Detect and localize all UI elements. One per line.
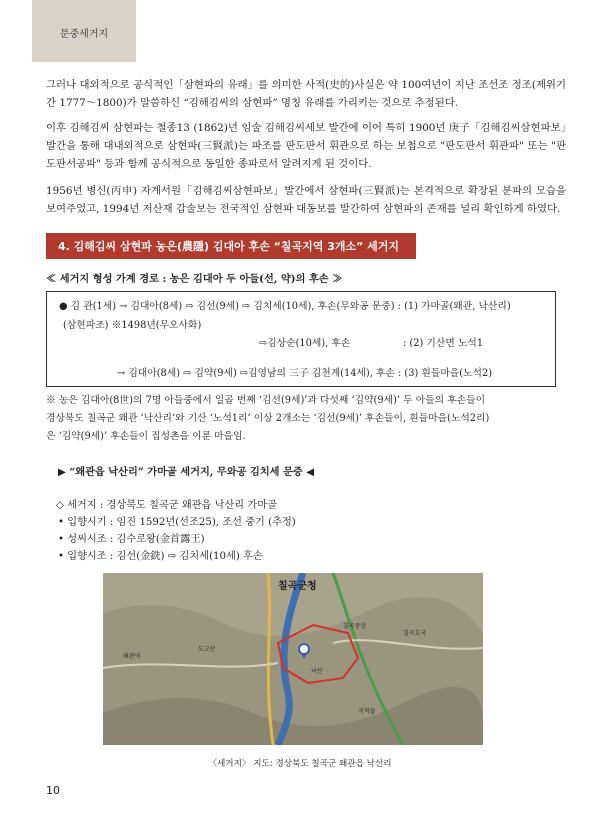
lineage-line-4: → 김대아(8세) ⇨ 김약(9세) ⇨김영남의 三子 김천계(14세), 후손 : (3) 흰들마을(노석2)	[117, 368, 493, 379]
section-title-text: 4. 김해김씨 삼현파 농은(農隱) 김대아 후손 “칠곡지역 3개소” 세거지	[58, 240, 400, 253]
map-label-7: 석적읍	[358, 708, 376, 715]
paragraph-1: 그러나 대외적으로 공식적인「삼현파의 유래」를 의미한 사적(史的)사실은 약 100여년이 지난 조선조 정조(제위기간 1777～1800)가 말씀하신 “김해김씨의 삼현파” 명칭 유래를 가리키는 것으로 추정된다.	[46, 79, 566, 109]
lineage-line-2: (삼현파조) ※1498년(무오사화)	[63, 320, 202, 331]
map-caption: 〈세거지〉 지도: 경상북도 칠곡군 왜관읍 낙산리	[208, 759, 392, 769]
lineage-line-1: ● 김 관(1세) → 김대아(8세) ⇨ 김선(9세) ⇨ 김치세(10세), 후손(무와공 문중) : (1) 가마골(왜관, 낙산리)	[59, 301, 511, 312]
note-line-3: 은 ‘김약(9세)’ 후손들이 집성촌을 이룬 마을임.	[46, 431, 246, 442]
info-item-1-text: 입향시기 : 임진 1592년(선조25), 조선 중기 (추정)	[67, 517, 296, 528]
map-label-5: 낙산	[311, 668, 323, 675]
map-label-3: 도고산	[198, 646, 216, 653]
info-item-1: • 입향시기 : 임진 1592년(선조25), 조선 중기 (추정)	[58, 517, 296, 528]
header-tab	[32, 0, 136, 62]
info-heading: ◇ 세거지 : 경상북도 칠곡군 왜관읍 낙산리 가마골	[56, 500, 277, 511]
lineage-line-3a: ⇨김상순(10세), 후손	[259, 338, 351, 349]
info-item-2: • 성씨시조 : 김수로왕(金首露王)	[58, 534, 205, 545]
paragraph-2: 이후 김해김씨 삼현파는 철종13 (1862)년 임술 김해김씨세보 발간에 이어 특히 1900년 庚子「김해김씨삼현파보」발간을 통해 대내외적으로 삼현파(三賢派)는 파조를 판도판서 휘관으로 하는 보첩으로 "판도판서 휘관파" 또는 "판도판서공파" 등과 함께 공식적으로 동일한 종파로서 알려지게 된 것이다.	[46, 122, 566, 170]
lineage-heading: ≪ 세거지 형성 가계 경로 : 농은 김대아 두 아들(선, 약)의 후손 ≫	[46, 273, 343, 285]
info-item-2-text: 성씨시조 : 김수로왕(金首露王)	[67, 534, 205, 545]
section-title	[46, 233, 416, 259]
header-tab-label: 문중세거지	[59, 29, 109, 40]
info-item-3: • 입향시조 : 김선(金銑) ⇨ 김치세(10세) 후손	[58, 551, 263, 562]
map-label-6: 칠곡호국	[403, 630, 427, 637]
lineage-box	[46, 291, 556, 387]
map-label-2: 칠곡중앙	[343, 623, 367, 630]
note-line-2: 경상북도 칠곡군 왜관 ‘낙산리’와 기산 ‘노석1리’ 이상 2개소는 ‘김선(9세)’ 후손들이, 흰들마을(노석2리)	[46, 413, 490, 424]
area-map	[103, 573, 483, 745]
note-line-1: ※ 농은 김대아(8世)의 7명 아들중에서 일곱 번째 ‘김선(9세)’과 다섯째 ‘김약(9세)’ 두 아들의 후손들이	[46, 395, 486, 406]
map-graphic	[103, 573, 483, 745]
map-label-1: 칠곡군청	[278, 581, 317, 592]
paragraph-3: 1956년 병신(丙申) 자계서원「김해김씨삼현파보」발간에서 삼현파(三賢派)는 본격적으로 확장된 분파의 모습을 보여주었고, 1994년 저산재 갑술보는 전국적인 삼현파 대동보를 발간하여 삼현파의 존재를 널리 확인하게 하였다.	[46, 185, 566, 215]
map-label-4: 왜관역	[123, 653, 141, 660]
lineage-line-3b: : (2) 기산면 노석1	[403, 338, 484, 349]
page-number: 10	[46, 784, 60, 797]
info-item-3-text: 입향시조 : 김선(金銑) ⇨ 김치세(10세) 후손	[67, 551, 263, 562]
subsection-title: ▶ “왜관읍 낙산리” 가마골 세거지, 무와공 김치세 문중 ◀	[58, 466, 315, 478]
